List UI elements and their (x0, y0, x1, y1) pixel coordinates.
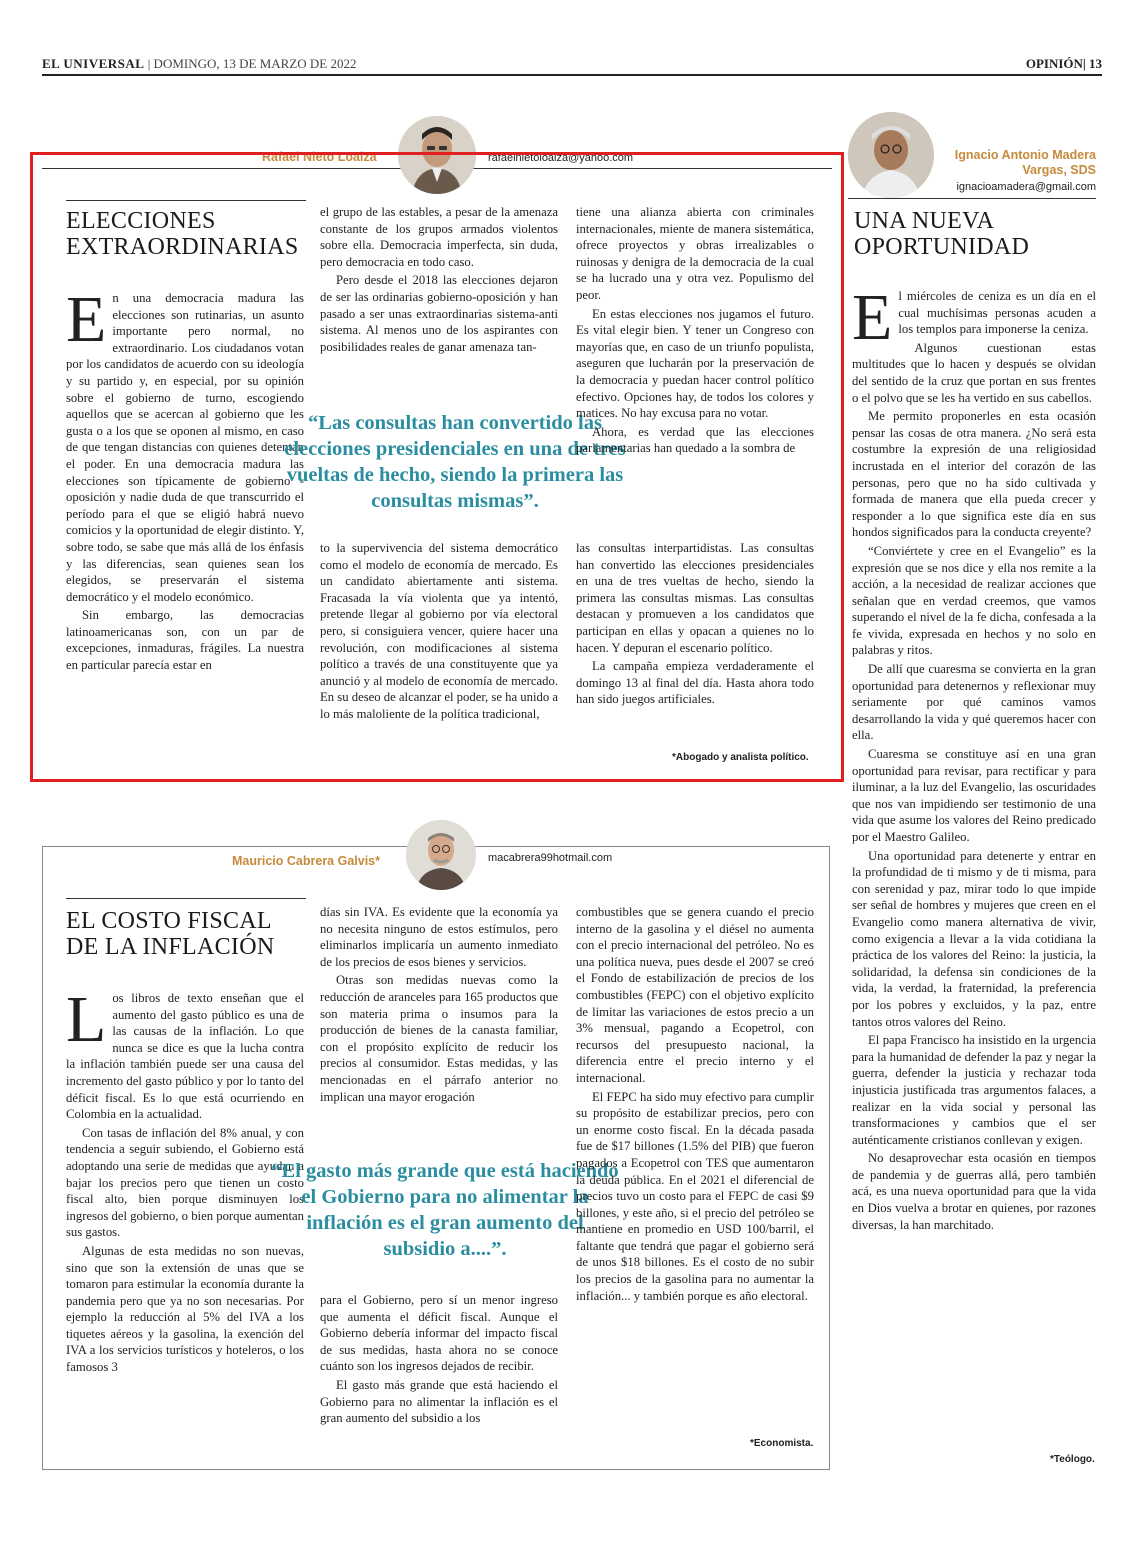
paragraph: Con tasas de inflación del 8% anual, y con tendencia a seguir subiendo, el Gobierno está adoptando una serie de medidas que ayudan a bajar los precios pero que tienen un costo fiscal alto, bien porque disminuyen los ingresos del gobierno, o bien porque aumentan sus gastos. (66, 1125, 304, 1240)
paragraph: l miércoles de ceniza es un día en el cual muchísimas personas acuden a los templos para imponerse la ceniza. (898, 289, 1096, 337)
article2-column-2-top (320, 904, 558, 1107)
section-page: OPINIÓN| 13 (1025, 56, 1102, 71)
paragraph: días sin IVA. Es evidente que la economía ya no necesita ninguno de estos estímulos, pero eliminarlos implicaría un aumento inmediato de los precios de esos bienes y servicios. (320, 905, 558, 969)
article2-column-3 (576, 904, 814, 1306)
article3-column (852, 281, 1096, 1235)
article1-credit: *Abogado y analista político. (672, 752, 809, 763)
paragraph: El papa Francisco ha insistido en la urgencia para la humanidad de defender la paz y negar la guerra, defender la justicia y rechazar toda injusticia justificada tras argumentos falaces, a realizar en la vida social y personal las transformaciones y cambios que el ser auténticamente cristianos conllevan y exigen. (852, 1033, 1096, 1147)
article2-column-1 (66, 983, 304, 1378)
paragraph: De allí que cuaresma se convierta en la gran oportunidad para detenernos y reflexionar muy seriamente por qué caminos vamos desarrollando la vida y qué queremos hacer con ella. (852, 662, 1096, 743)
paragraph: Pero desde el 2018 las elecciones dejaron de ser las ordinarias gobierno-oposición y han pasado a ser unas extraordinarias sistema-anti sistema. Al menos uno de los aspirantes con posibilidades reales de ganar amenaza tan- (320, 273, 558, 354)
headline-line: OPORTUNIDAD (854, 234, 1030, 260)
paragraph: tiene una alianza abierta con criminales internacionales, miente de manera sistemática, ofrece proyectos y obras irrealizables o ruinosas y denigra de la democracia de la cual se ha lucrado una y otra vez. Populismo del peor. (576, 205, 814, 302)
article2-column-2-bottom (320, 1292, 558, 1429)
author-name-line: Ignacio Antonio Madera (954, 148, 1096, 162)
paragraph: “Conviértete y cree en el Evangelio” es la expresión que se nos dice y ella nos remite a la acción, a la necesidad de realizar acciones que señalan que en verdad creemos, que vamos superando el nivel de la fe dicha, confesada a la fe vivida, expresada en hechos y no solo en palabras y ritos. (852, 543, 1096, 658)
paragraph: el grupo de las estables, a pesar de la amenaza constante de los grupos armados violentos sobre ella. Democracia imperfecta, sin duda, pero democracia en todo caso. (320, 205, 558, 269)
article2-pullquote: “El gasto más grande que está haciendo el Gobierno para no alimentar la inflación es el gran aumento del subsidio a....”. (271, 1160, 619, 1260)
article2-dropcap: L (66, 983, 107, 1056)
article3-email[interactable]: ignacioamadera@gmail.com (956, 181, 1096, 193)
article1-author: Rafael Nieto Loaiza (262, 150, 377, 164)
article3-credit: *Teólogo. (1050, 1454, 1095, 1465)
paragraph: Una oportunidad para detenerte y entrar en la profundidad de ti mismo y de ti misma, para con serenidad y paz, mirar todo lo que impide ser señal de hombres y mujeres que creen en el Evangelio como manera alternativa de vivir, como exigencia a llevar a la vida cotidiana la práctica de los valores del Reino: la justicia, la solidaridad, la defensa sin condiciones de la vida, la verdad, la fraternidad, la preferencia por los pobres y excluidos, y la paz, entre tantos otros valores del Reino. (852, 848, 1096, 1029)
author-name-line: Vargas, SDS (1022, 163, 1096, 177)
paragraph: n una democracia madura las elecciones son rutinarias, un asunto importante pero normal, no extraordinario. Los ciudadanos votan por los candidatos de acuerdo con su ideología y su partido y, en especial, por su opinión sobre el gobierno de turno, escogiendo aquellos que se acercan al gobierno que les gusta o a los que se oponen al mismo, en caso de que tengan distancias con quienes detentan el poder. En una democracia madura las elecciones son típicamente de gobierno - oposición y nadie duda de que transcurrido el período para el que se eligió habrá nuevo comicios y la oportunidad de elegir distinto. Y, sobre todo, se sabe que más allá de los énfasis y las diferencias, sean quienes sean los elegidos, se preservarán el sistema democrático y el modelo económico. (66, 291, 304, 604)
paragraph: Otras son medidas nuevas como la reducción de aranceles para 165 productos que son materia prima o insumos para la producción de bienes de la canasta familiar, con el propósito explícito de reducir los precios al consumidor. Estas medidas, y las mencionadas en el párrafo anterior no implican una mayor erogación (320, 973, 558, 1104)
paragraph: Me permito proponerles en esta ocasión pensar las cosas de otra manera. ¿No será esta costumbre la expresión de una religiosidad incrustada en el interior del corazón de las personas, pero que no ha sido cultivada y formada de manera que ella pueda crecer y responder a lo que significa este día en sus hondos significados para la conducta creyente? (852, 409, 1096, 540)
headline-line: ELECCIONES (66, 208, 216, 234)
masthead-rule (42, 74, 1102, 76)
paragraph: os libros de texto enseñan que el aumento del gasto público es una de las causas de la inflación. Lo que nunca se dice es que la lucha contra la inflación también puede ser una causa del incremento del gasto público y por lo tanto del déficit fiscal. Es lo que está ocurriendo en Colombia en la actualidad. (66, 991, 304, 1122)
paragraph: Sin embargo, las democracias latinoamericanas son, con un par de excepciones, inmaduras, frágiles. La nuestra en particular parecía estar en (66, 608, 304, 673)
article2-headline-rule (66, 898, 306, 899)
article1-pullquote: “Las consultas han convertido las elecciones presidenciales en una de tres vueltas de hecho, siendo la primera las consultas mismas”. (284, 412, 626, 512)
headline-line: UNA NUEVA (854, 208, 995, 234)
headline-line: EL COSTO FISCAL (66, 908, 272, 934)
article2-email[interactable]: macabrera99hotmail.com (488, 852, 613, 864)
author-portrait-icon (848, 112, 934, 198)
article3-headline (854, 208, 1099, 260)
article3-dropcap: E (852, 281, 893, 354)
issue-date: | DOMINGO, 13 DE MARZO DE 2022 (147, 56, 357, 71)
article2-credit: *Economista. (750, 1438, 814, 1449)
article2-headline (66, 908, 311, 960)
article3-author (944, 148, 1096, 178)
paragraph: combustibles que se genera cuando el precio interno de la gasolina y el diésel no aumenta con el precio internacional del petróleo. No es una política nueva, pues desde el 2007 se creó el Fondo de estabilización de precios de los combustibles (FEPC) con el objetivo explícito de limitar las variaciones de estos precio a un 3% mensual, pagando a Ecopetrol, con recursos del presupuesto nacional, la diferencia entre el precio interno y el internacional. (576, 905, 814, 1085)
article1-email[interactable]: rafaelnietoloaiza@yahoo.com (488, 152, 634, 164)
article3-author-photo (848, 112, 934, 198)
paragraph: Algunas de esta medidas no son nuevas, sino que son la extensión de unas que se tomaron para estimular la economía durante la pandemia pero que ya no son necesarias. Por ejemplo la reducción al 5% del IVA a los tiquetes aéreos y la gasolina, la exención del IVA a los servicios turísticos y hoteleros, o los famosos 3 (66, 1243, 304, 1375)
paragraph: to la supervivencia del sistema democrático como el modelo de economía de mercado. Es un candidato abiertamente anti sistema. Fracasada la vía violenta que ya intentó, pretende llegar al gobierno por vía electoral pero, si consiguiera vencer, quiere hacer una revolución, con modificaciones al sistema político a través de una constituyente que ya anunció y al modelo de economía de mercado. En su deseo de alcanzar el poder, se ha unido a lo más maloliente de la política tradicional, (320, 541, 558, 721)
newspaper-brand: EL UNIVERSAL (42, 56, 145, 71)
article3-top-rule (848, 198, 1096, 199)
paragraph: Algunos cuestionan estas multitudes que lo hacen y después se olvidan del sentido de la cruz que portan en sus frentes o el polvo que se les ha vertido en sus cabellos. (852, 340, 1096, 405)
author-portrait-icon (406, 820, 476, 890)
paragraph: Ahora, es verdad que las elecciones parlamentarias han quedado a la sombra de (576, 424, 814, 456)
headline-line: DE LA INFLACIÓN (66, 934, 275, 960)
paragraph: para el Gobierno, pero sí un menor ingreso que aumenta el déficit fiscal. Aunque el Gobierno debería informar del impacto fiscal de sus medidas, hasta ahora no se conoce cuánto son los ingresos dejados de recibir. (320, 1293, 558, 1374)
article2-author-photo (406, 820, 476, 890)
headline-line: EXTRAORDINARIAS (66, 234, 299, 260)
paragraph: El FEPC ha sido muy efectivo para cumplir su propósito de estabilizar precios, pero con un enorme costo fiscal. En la década pasada fue de $17 billones (1.5% del PIB) que fueron pagados a Ecopetrol con TES que aumentaron la deuda pública. En el 2021 el diferencial de precios tuvo un costo para el FEPC de casi $9 billones, y este año, si el precio del petróleo se mantiene en promedio en USD 100/barril, el faltante que tendrá que pagar el gobierno será de unos $18 billones. Es el costo de no subir los precios de la gasolina para no aumentar la inflación... y también porque es año electoral. (576, 1089, 814, 1303)
highlight-frame (30, 152, 844, 782)
paragraph: No desaprovechar esta ocasión en tiempos de pandemia y de guerras allá, pero también acá, es una nueva oportunidad para que la vida en Dios vuelva a brotar en quienes, por razones diversas, la han marchitado. (852, 1151, 1096, 1232)
article1-dropcap: E (66, 283, 107, 356)
article2-author: Mauricio Cabrera Galvis* (232, 854, 380, 868)
masthead (42, 56, 1102, 74)
paragraph: las consultas interpartidistas. Las consultas han convertido las elecciones presidenciales en una de tres vueltas de hecho, siendo la primera las consultas mismas. Las consultas destacan y promueven a los candidatos que participan en ellas y opacan a quienes no lo hacen. Y depuran el escenario político. (576, 541, 814, 655)
paragraph: En estas elecciones nos jugamos el futuro. Es vital elegir bien. Y tener un Congreso con mayorías que, en caso de un triunfo populista, aseguren que lucharán por la preservación de la democracia y puedan hacer control político efectivo. Opciones hay, de todos los colores y matices. No hay excusa para no votar. (576, 306, 814, 421)
paragraph: El gasto más grande que está haciendo el Gobierno para no alimentar la inflación es el gran aumento del subsidio a los (320, 1377, 558, 1426)
paragraph: La campaña empieza verdaderamente el domingo 13 al final del día. Hasta ahora todo han sido juegos artificiales. (576, 659, 814, 707)
paragraph: Cuaresma se constituye así en una gran oportunidad para revisar, para rectificar y para iluminar, a la luz del Evangelio, las oscuridades que nos van impidiendo ser testimonio de una vida que asume los valores del Reino predicado por el Maestro Galileo. (852, 747, 1096, 844)
